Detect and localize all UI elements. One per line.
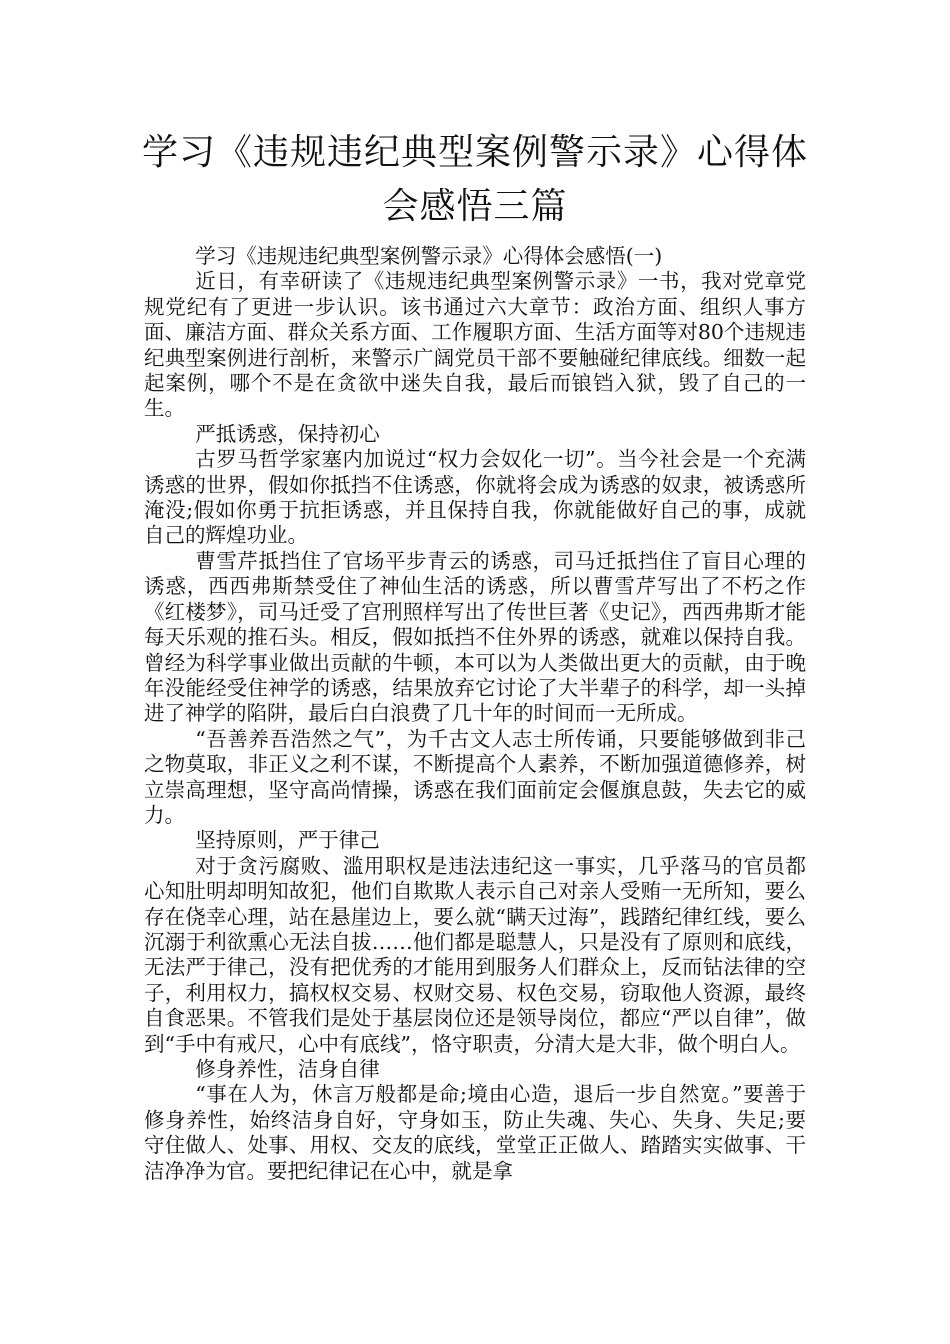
document-body [144,244,806,1184]
subheading-resist-temptation: 严抵诱惑，保持初心 [195,421,380,446]
document-title: 学习《违规违纪典型案例警示录》心得体会感悟三篇 [141,132,808,227]
section-title: 学习《违规违纪典型案例警示录》心得体会感悟(一) [195,244,663,268]
paragraph-corruption: 对于贪污腐败、滥用职权是违法违纪这一事实，几乎落马的官员都心知肚明却明知故犯，他们自欺欺人表示自己对亲人受贿一无所知，要么存在侥幸心理，站在悬崖边上，要么就“瞒天过海”，践踏纪律红线，要么沉溺于利欲熏心无法自拔……他们都是聪慧人，只是没有了原则和底线，无法严于律己，没有把优秀的才能用到服务人们群众上，反而钻法律的空子，利用权力，搞权权交易、权财交易、权色交易，窃取他人资源，最终自食恶果。不管我们是处于基层岗位还是领导岗位，都应“严以自律”，做到“手中有戒尺，心中有底线”，恪守职责，分清大是大非，做个明白人。 [144,853,806,1056]
paragraph-examples: 曹雪芹抵挡住了官场平步青云的诱惑，司马迁抵挡住了盲目心理的诱惑，西西弗斯禁受住了神仙生活的诱惑，所以曹雪芹写出了不朽之作《红楼梦》，司马迁受了宫刑照样写出了传世巨著《史记》，西西弗斯才能每天乐观的推石头。相反，假如抵挡不住外界的诱惑，就难以保持自我。曾经为科学事业做出贡献的牛顿，本可以为人类做出更大的贡献，由于晚年没能经受住神学的诱惑，结果放弃它讨论了大半辈子的科学，却一头掉进了神学的陷阱，最后白白浪费了几十年的时间而一无所成。 [144,548,806,726]
subheading-self-cultivation: 修身养性，洁身自律 [195,1057,380,1081]
paragraph-cultivation: “事在人为，休言万般都是命;境由心造，退后一步自然宽。”要善于修身养性，始终洁身自好，守身如玉，防止失魂、失心、失身、失足;要守住做人、处事、用权、交友的底线，堂堂正正做人、踏踏实实做事、干洁净净为官。要把纪律记在心中，就是拿 [144,1082,806,1183]
paragraph-intro: 近日，有幸研读了《违规违纪典型案例警示录》一书，我对党章党规党纪有了更进一步认识。该书通过六大章节：政治方面、组织人事方面、廉洁方面、群众关系方面、工作履职方面、生活方面等对80个违规违纪典型案例进行剖析，来警示广阔党员干部不要触碰纪律底线。细数一起起案例，哪个不是在贪欲中迷失自我，最后而锒铛入狱，毁了自己的一生。 [144,269,806,421]
paragraph-haoran: “吾善养吾浩然之气”，为千古文人志士所传诵，只要能够做到非己之物莫取，非正义之利不谋，不断提高个人素养，不断加强道德修养，树立崇高理想，坚守高尚情操，诱惑在我们面前定会偃旗息鼓，失去它的威力。 [144,726,806,827]
paragraph-seneca: 古罗马哲学家塞内加说过“权力会奴化一切”。当今社会是一个充满诱惑的世界，假如你抵挡不住诱惑，你就将会成为诱惑的奴隶，被诱惑所淹没;假如你勇于抗拒诱惑，并且保持自我，你就能做好自己的事，成就自己的辉煌功业。 [144,447,806,548]
subheading-principles: 坚持原则，严于律己 [195,828,380,853]
